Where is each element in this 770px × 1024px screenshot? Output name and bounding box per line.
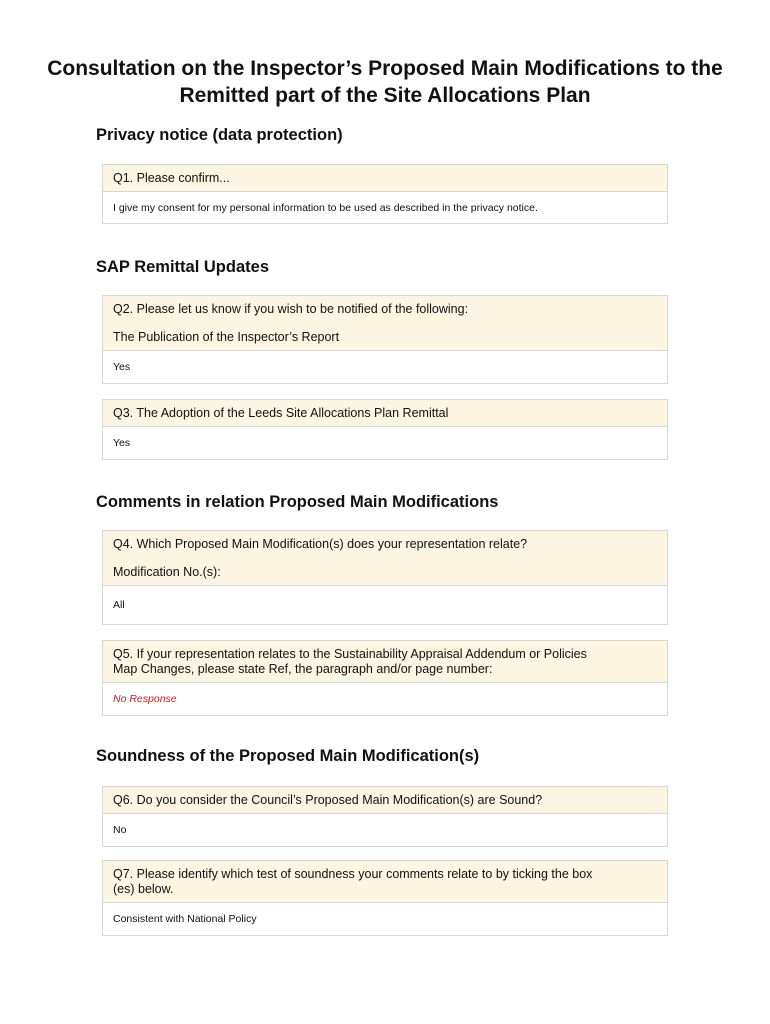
question-subtext: Modification No.(s): (113, 565, 221, 579)
question-text: Q4. Which Proposed Main Modification(s) does your representation relate? (113, 537, 528, 551)
page-title-line-1: Consultation on the Inspector’s Proposed Main Modifications to the (47, 57, 723, 80)
question-subtext: The Publication of the Inspector’s Report (113, 330, 340, 344)
question-header (103, 531, 667, 586)
section-heading-remittal: SAP Remittal Updates (96, 258, 269, 276)
question-text-line-1: Q5. If your representation relates to the Sustainability Appraisal Addendum or Policies (113, 647, 587, 661)
answer-value: Yes (113, 437, 131, 449)
answer-value: Consistent with National Policy (113, 913, 257, 925)
question-header (103, 165, 667, 192)
answer-no-response: No Response (113, 693, 177, 705)
question-header (103, 861, 667, 903)
answer-value: All (113, 599, 125, 611)
section-heading-privacy: Privacy notice (data protection) (96, 126, 343, 144)
page-title-line-2: Remitted part of the Site Allocations Plan (179, 84, 591, 107)
section-heading-soundness: Soundness of the Proposed Main Modification(s) (96, 747, 480, 765)
question-card-q7 (102, 860, 668, 936)
question-header (103, 296, 667, 351)
question-header (103, 400, 667, 427)
answer-value: I give my consent for my personal information to be used as described in the privacy notice. (113, 201, 538, 214)
question-card-q1 (102, 164, 668, 224)
question-text-line-1: Q7. Please identify which test of soundness your comments relate to by ticking the box (113, 867, 593, 881)
question-text: Q6. Do you consider the Council’s Proposed Main Modification(s) are Sound? (113, 793, 543, 807)
question-card-q2 (102, 295, 668, 384)
question-text: Q1. Please confirm... (113, 171, 230, 185)
question-card-q6 (102, 786, 668, 847)
question-card-q4 (102, 530, 668, 625)
question-card-q3 (102, 399, 668, 460)
question-text: Q2. Please let us know if you wish to be notified of the following: (113, 302, 469, 316)
question-card-q5 (102, 640, 668, 716)
section-heading-comments: Comments in relation Proposed Main Modifications (96, 493, 499, 511)
answer-value: No (113, 824, 127, 836)
page-title (0, 55, 770, 109)
answer-value: Yes (113, 361, 131, 373)
question-text-line-2: Map Changes, please state Ref, the paragraph and/or page number: (113, 662, 493, 676)
question-text: Q3. The Adoption of the Leeds Site Allocations Plan Remittal (113, 406, 449, 420)
question-header (103, 641, 667, 683)
question-header (103, 787, 667, 814)
question-text-line-2: (es) below. (113, 882, 174, 896)
